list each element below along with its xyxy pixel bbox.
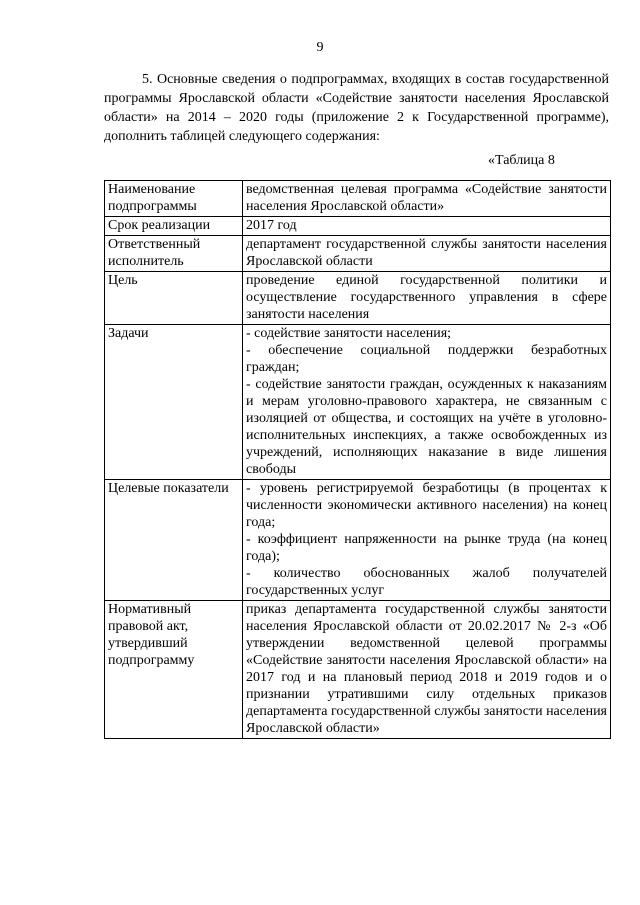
table-row-indicators <box>105 480 611 601</box>
row-value <box>243 217 611 236</box>
page-number: 9 <box>316 40 324 55</box>
table-row-legal-act <box>105 601 611 739</box>
task-line: - содействие занятости населения; <box>246 326 452 341</box>
row-label: Цель <box>105 272 243 325</box>
row-value <box>243 325 611 480</box>
task-line: - содействие занятости граждан, осужденных к наказаниям и мерам уголовно-правового характера, не связанным с изоляцией от общества, и состоящих на учёте в уголовно-исполнительных инспекциях, а также освобожденных из учреждений, исполняющих наказание в виде лишения свободы <box>246 377 607 477</box>
task-line: - обеспечение социальной поддержки безработных граждан; <box>246 343 607 375</box>
subprogram-table <box>104 180 611 739</box>
table-row-name <box>105 181 611 217</box>
intro-paragraph: 5. Основные сведения о подпрограммах, входящих в состав государственной программы Ярославской области «Содействие занятости населения Ярославской области» на 2014 – 2020 годы (приложение 2 к Государственной программе), дополнить таблицей следующего содержания: <box>104 72 609 144</box>
indicator-line: - коэффициент напряженности на рынке труда (на конец года); <box>246 532 607 564</box>
row-label: Срок реализации <box>105 217 243 236</box>
row-value <box>243 272 611 325</box>
row-label: Нормативный правовой акт, утвердивший подпрограмму <box>105 601 243 739</box>
row-label: Наименование подпрограммы <box>105 181 243 217</box>
value-line: проведение единой государственной политики и осуществление государственного управления в сфере занятости населения <box>246 273 607 322</box>
table-row-period <box>105 217 611 236</box>
row-value <box>243 601 611 739</box>
indicator-line: - количество обоснованных жалоб получателей государственных услуг <box>246 566 607 598</box>
row-label: Ответственный исполнитель <box>105 236 243 272</box>
table-row-goal <box>105 272 611 325</box>
row-value <box>243 480 611 601</box>
table-row-tasks <box>105 325 611 480</box>
row-label: Целевые показатели <box>105 480 243 601</box>
row-value <box>243 236 611 272</box>
table-caption: «Таблица 8 <box>488 153 555 168</box>
row-value <box>243 181 611 217</box>
indicator-line: - уровень регистрируемой безработицы (в процентах к численности экономически активного населения) на конец года; <box>246 481 607 530</box>
value-line: департамент государственной службы занятости населения Ярославской области <box>246 237 607 269</box>
value-line: ведомственная целевая программа «Содействие занятости населения Ярославской области» <box>246 182 607 214</box>
value-line: 2017 год <box>246 218 297 233</box>
table-row-executor <box>105 236 611 272</box>
row-label: Задачи <box>105 325 243 480</box>
value-line: приказ департамента государственной службы занятости населения Ярославской области от 20.02.2017 № 2-з «Об утверждении ведомственной целевой программы «Содействие занятости населения Ярославской области» на 2017 год и на плановый период 2018 и 2019 годов и о признании утратившими силу отдельных приказов департамента государственной службы занятости населения Ярославской области» <box>246 602 607 736</box>
